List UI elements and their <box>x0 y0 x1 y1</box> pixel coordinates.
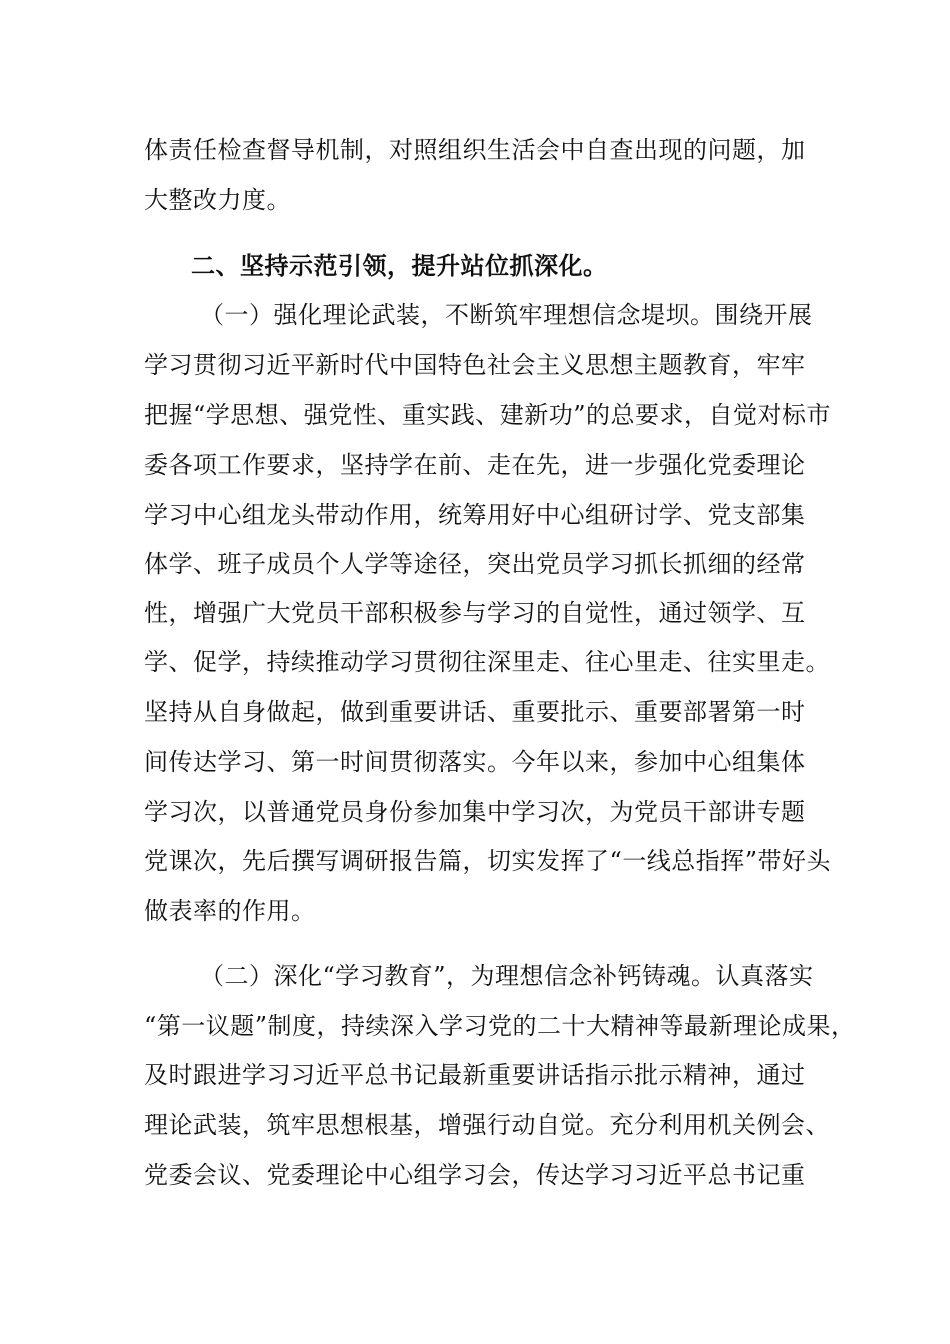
text-line: 学习贯彻习近平新时代中国特色社会主义思想主题教育，牢牢 <box>144 351 806 379</box>
text-line: 性，增强广大党员干部积极参与学习的自觉性，通过领学、互 <box>144 599 806 627</box>
text-line: 学、促学，持续推动学习贯彻往深里走、往心里走、往实里走。 <box>144 648 830 676</box>
text-line: 学习次，以普通党员身份参加集中学习次，为党员干部讲专题 <box>144 798 806 826</box>
text-line: 把握“学思想、强党性、重实践、建新功”的总要求，自觉对标市 <box>144 401 832 429</box>
text-line: 委各项工作要求，坚持学在前、走在先，进一步强化党委理论 <box>144 451 806 479</box>
subsection-heading-line: （二）深化“学习教育”，为理想信念补钙铸魂。认真落实 <box>200 962 814 990</box>
text-line: 坚持从自身做起，做到重要讲话、重要批示、重要部署第一时 <box>144 698 806 726</box>
text-line: 学习中心组龙头带动作用，统筹用好中心组研讨学、党支部集 <box>144 501 806 529</box>
subsection-heading-line: （一）强化理论武装，不断筑牢理想信念堤坝。围绕开展 <box>200 301 813 329</box>
text-line: 体学、班子成员个人学等途径，突出党员学习抓长抓细的经常 <box>144 550 806 578</box>
text-line: 党委会议、党委理论中心组学习会，传达学习习近平总书记重 <box>144 1161 806 1189</box>
section-heading: 二、坚持示范引领，提升站位抓深化。 <box>191 251 608 280</box>
text-line: 理论武装，筑牢思想根基，增强行动自觉。充分利用机关例会、 <box>144 1111 830 1139</box>
text-line: 党课次，先后撰写调研报告篇，切实发挥了“一线总指挥”带好头 <box>144 847 832 875</box>
text-line: 间传达学习、第一时间贯彻落实。今年以来，参加中心组集体 <box>144 748 806 776</box>
text-line: 体责任检查督导机制，对照组织生活会中自查出现的问题，加 <box>144 136 806 164</box>
text-line: 及时跟进学习习近平总书记最新重要讲话指示批示精神，通过 <box>144 1061 806 1089</box>
text-line: “第一议题”制度，持续深入学习党的二十大精神等最新理论成果， <box>144 1012 856 1040</box>
text-line: 做表率的作用。 <box>144 897 316 925</box>
text-line: 大整改力度。 <box>144 186 291 214</box>
